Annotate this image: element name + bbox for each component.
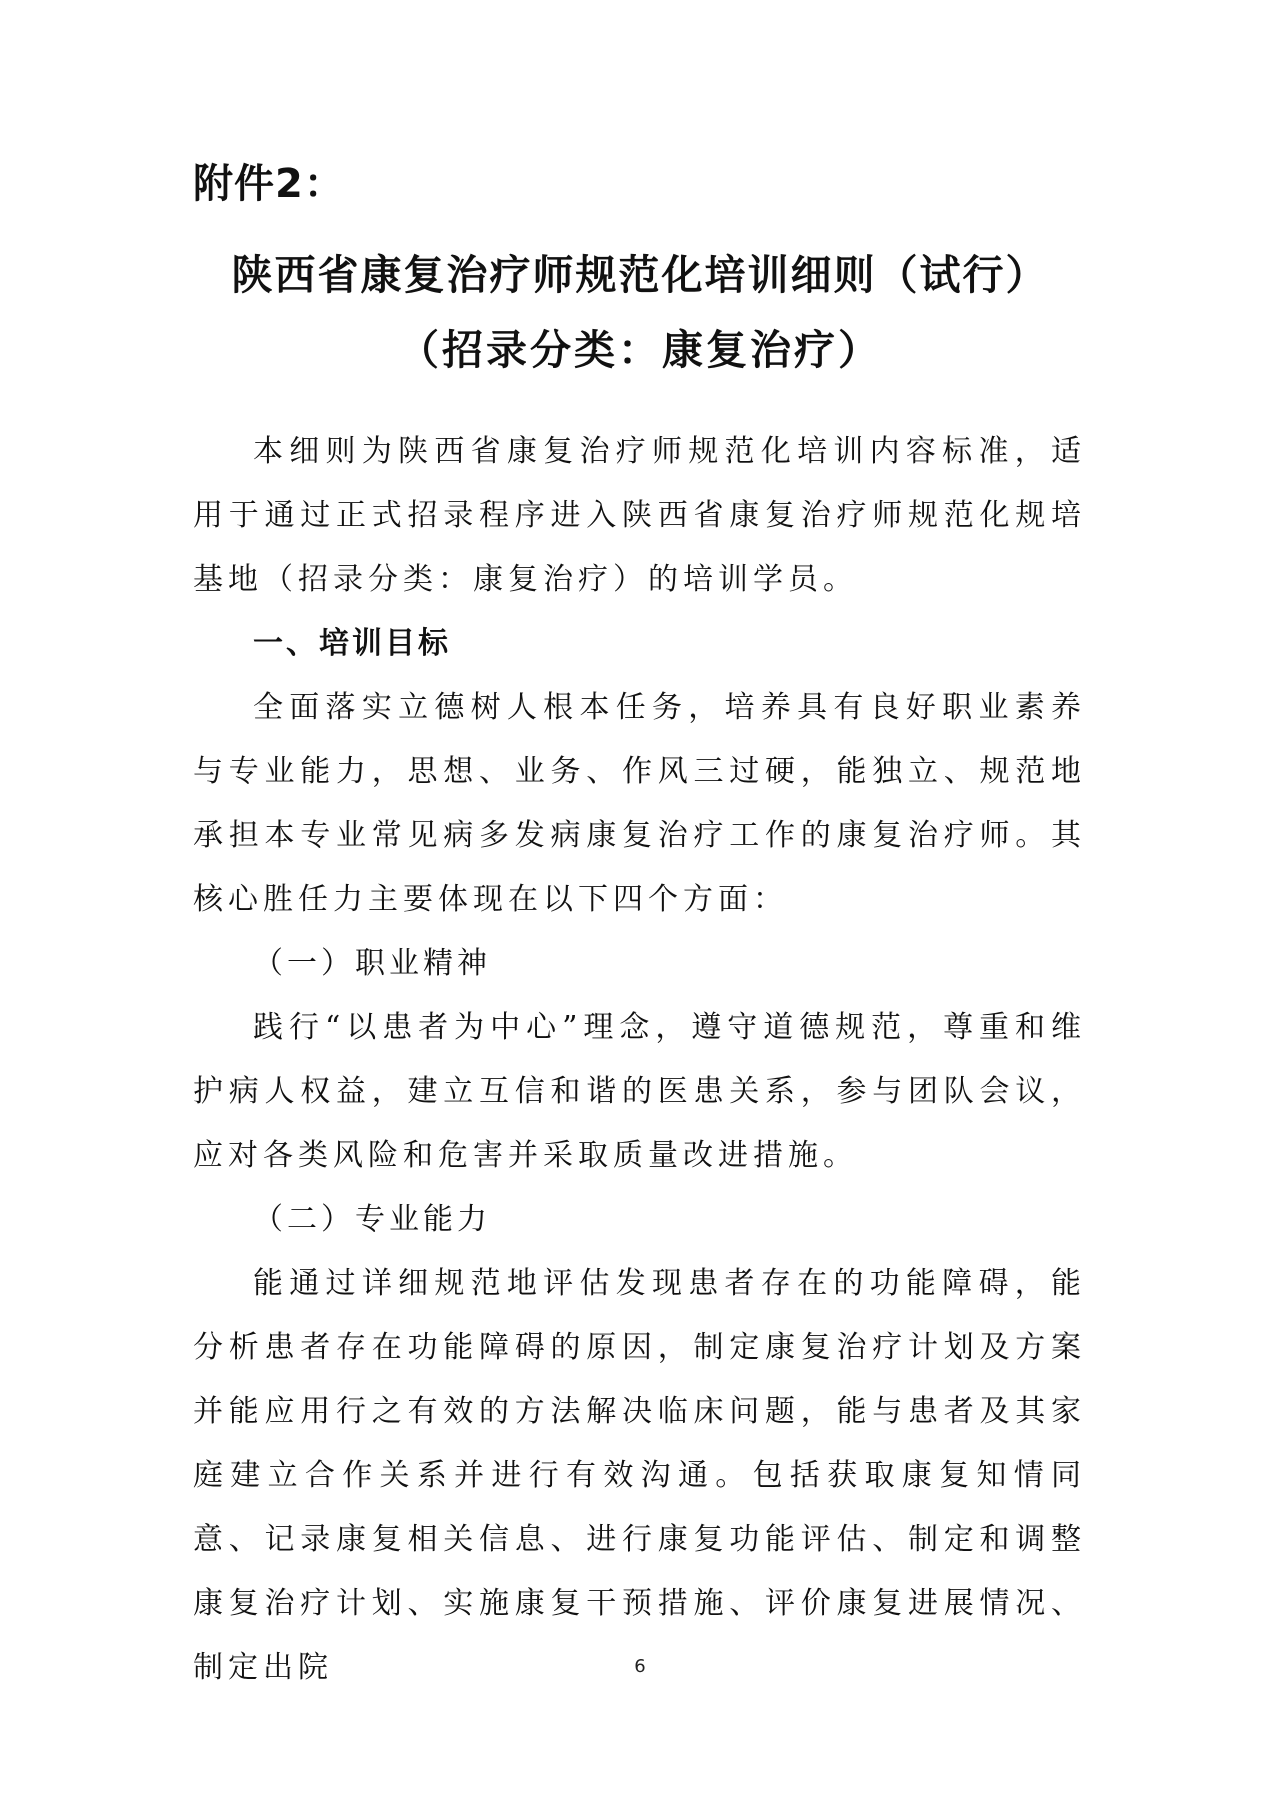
attachment-label: 附件2： [193, 161, 345, 207]
professional-ability-paragraph: 能通过详细规范地评估发现患者存在的功能障碍，能分析患者存在功能障碍的原因，制定康复治疗计划及方案并能应用行之有效的方法解决临床问题，能与患者及其家庭建立合作关系并进行有效沟通。包括获取康复知情同意、记录康复相关信息、进行康复功能评估、制定和调整康复治疗计划、实施康复干预措施、评价康复进展情况、制定出院 [193, 1266, 1086, 1685]
page-number: 6 [634, 1656, 646, 1677]
intro-paragraph: 本细则为陕西省康复治疗师规范化培训内容标准，适用于通过正式招录程序进入陕西省康复治疗师规范化规培基地（招录分类：康复治疗）的培训学员。 [193, 434, 1086, 597]
document-body [193, 420, 1086, 1700]
training-goals-paragraph: 全面落实立德树人根本任务，培养具有良好职业素养与专业能力，思想、业务、作风三过硬，能独立、规范地承担本专业常见病多发病康复治疗工作的康复治疗师。其核心胜任力主要体现在以下四个方面： [193, 690, 1086, 917]
subsection-heading-professionalism: （一）职业精神 [253, 946, 491, 981]
professionalism-paragraph: 践行“以患者为中心”理念，遵守道德规范，尊重和维护病人权益，建立互信和谐的医患关系，参与团队会议，应对各类风险和危害并采取质量改进措施。 [193, 1010, 1086, 1173]
section-heading-training-goals: 一、培训目标 [253, 626, 451, 661]
subsection-heading-professional-ability: （二）专业能力 [253, 1202, 491, 1237]
document-title: 陕西省康复治疗师规范化培训细则（试行） [231, 251, 1049, 299]
document-subtitle: （招录分类：康复治疗） [398, 326, 882, 374]
